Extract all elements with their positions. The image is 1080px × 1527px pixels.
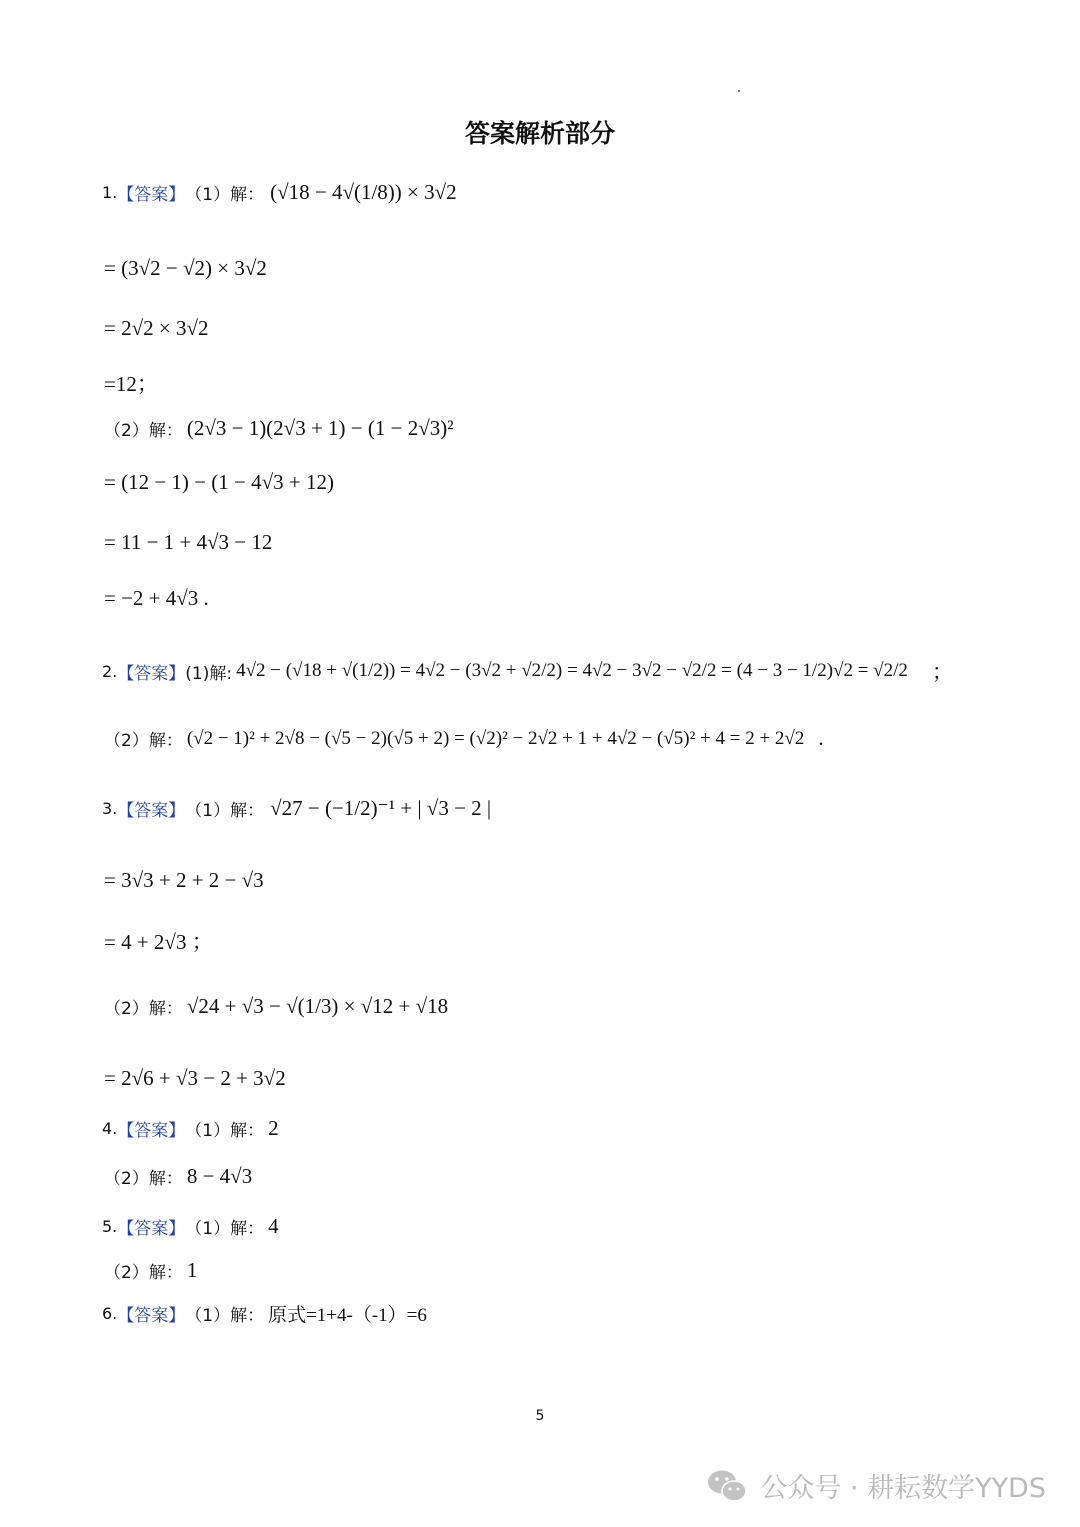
math-line [104, 316, 209, 341]
math-line [104, 256, 267, 281]
q3-part2 [104, 994, 448, 1019]
math-expression: 4√2 − (√18 + √(1/2)) = 4√2 − (3√2 + √2/2) = 4√2 − 3√2 − √2/2 = (4 − 3 − 1/2)√2 = √2/2 [236, 660, 908, 681]
math-line [104, 470, 334, 495]
math-expression: = 2√6 + √3 − 2 + 3√2 [104, 1066, 286, 1090]
answer-value: 原式=1+4-（-1）=6 [268, 1305, 427, 1326]
math-expression: = (12 − 1) − (1 − 4√3 + 12) [104, 470, 334, 494]
answer-tag: 【答案】 [117, 801, 186, 821]
math-expression: = −2 + 4√3 . [104, 586, 209, 610]
part-label: (1)解: [185, 663, 233, 684]
q4-number: 4. [102, 1119, 118, 1138]
answer-tag: 【答案】 [117, 185, 186, 205]
part-label: （1）解： [185, 185, 265, 205]
page-title: 答案解析部分 [464, 119, 615, 148]
math-line [104, 868, 264, 893]
math-line [104, 368, 158, 398]
q6-line1 [102, 1300, 427, 1327]
q2-number: 2. [102, 661, 118, 681]
part-label: （1）解： [185, 1219, 265, 1239]
math-expression: √27 − (−1/2)⁻¹ + | √3 − 2 | [270, 796, 492, 820]
speck [738, 90, 740, 92]
q3-line1 [102, 796, 491, 821]
part-label: （1）解： [185, 1121, 265, 1141]
math-expression: (√2 − 1)² + 2√8 − (√5 − 2)(√5 + 2) = (√2)² − 2√2 + 1 + 4√2 − (√5)² + 4 = 2 + 2√2 [186, 727, 805, 749]
q1-part2 [104, 416, 454, 441]
part-label: （2）解： [104, 421, 183, 441]
math-line [104, 530, 272, 555]
math-expression: = 3√3 + 2 + 2 − √3 [104, 868, 264, 892]
part-label: （1）解： [185, 801, 265, 821]
answer-value: 2 [268, 1116, 279, 1140]
q5-part2 [104, 1258, 197, 1283]
q2-line1 [102, 656, 953, 686]
part-label: （2）解： [104, 1169, 183, 1189]
answer-tag: 【答案】 [117, 663, 186, 684]
q5-number: 5. [102, 1217, 118, 1236]
answer-tag: 【答案】 [117, 1306, 186, 1326]
answer-tag: 【答案】 [117, 1219, 186, 1239]
q5-line1 [102, 1214, 279, 1239]
part-label: （2）解： [104, 1263, 183, 1283]
page-number: 5 [535, 1408, 545, 1424]
punctuation: ； [931, 660, 953, 684]
watermark [706, 1466, 1046, 1505]
math-line [104, 1066, 286, 1091]
wechat-icon [706, 1469, 748, 1503]
watermark-text: 公众号 · 耕耘数学YYDS [760, 1473, 1046, 1504]
q6-number: 6. [102, 1304, 118, 1323]
part-label: （1）解： [185, 1306, 265, 1326]
q1-line1 [102, 180, 457, 205]
math-line [104, 926, 213, 956]
math-line [104, 586, 209, 611]
part-label: （2）解： [104, 999, 183, 1019]
math-expression: = (3√2 − √2) × 3√2 [104, 256, 267, 280]
math-expression: = 4 + 2√3 ； [104, 930, 213, 954]
q3-number: 3. [102, 799, 118, 818]
math-expression: =12； [104, 372, 158, 396]
answer-value: 1 [186, 1258, 198, 1282]
punctuation: . [818, 726, 824, 750]
q1-number: 1. [102, 183, 118, 202]
q4-part2 [104, 1164, 252, 1189]
part-label: （2）解： [104, 731, 183, 751]
math-expression: = 11 − 1 + 4√3 − 12 [104, 530, 273, 554]
math-expression: = 2√2 × 3√2 [104, 316, 209, 340]
answer-tag: 【答案】 [117, 1121, 186, 1141]
answer-value: 4 [268, 1214, 279, 1238]
answer-value: 8 − 4√3 [186, 1164, 253, 1188]
math-expression: (√18 − 4√(1/8)) × 3√2 [270, 180, 457, 204]
math-expression: √24 + √3 − √(1/3) × √12 + √18 [186, 994, 449, 1018]
math-expression: (2√3 − 1)(2√3 + 1) − (1 − 2√3)² [186, 416, 454, 440]
q4-line1 [102, 1116, 279, 1141]
q2-part2 [104, 726, 824, 751]
